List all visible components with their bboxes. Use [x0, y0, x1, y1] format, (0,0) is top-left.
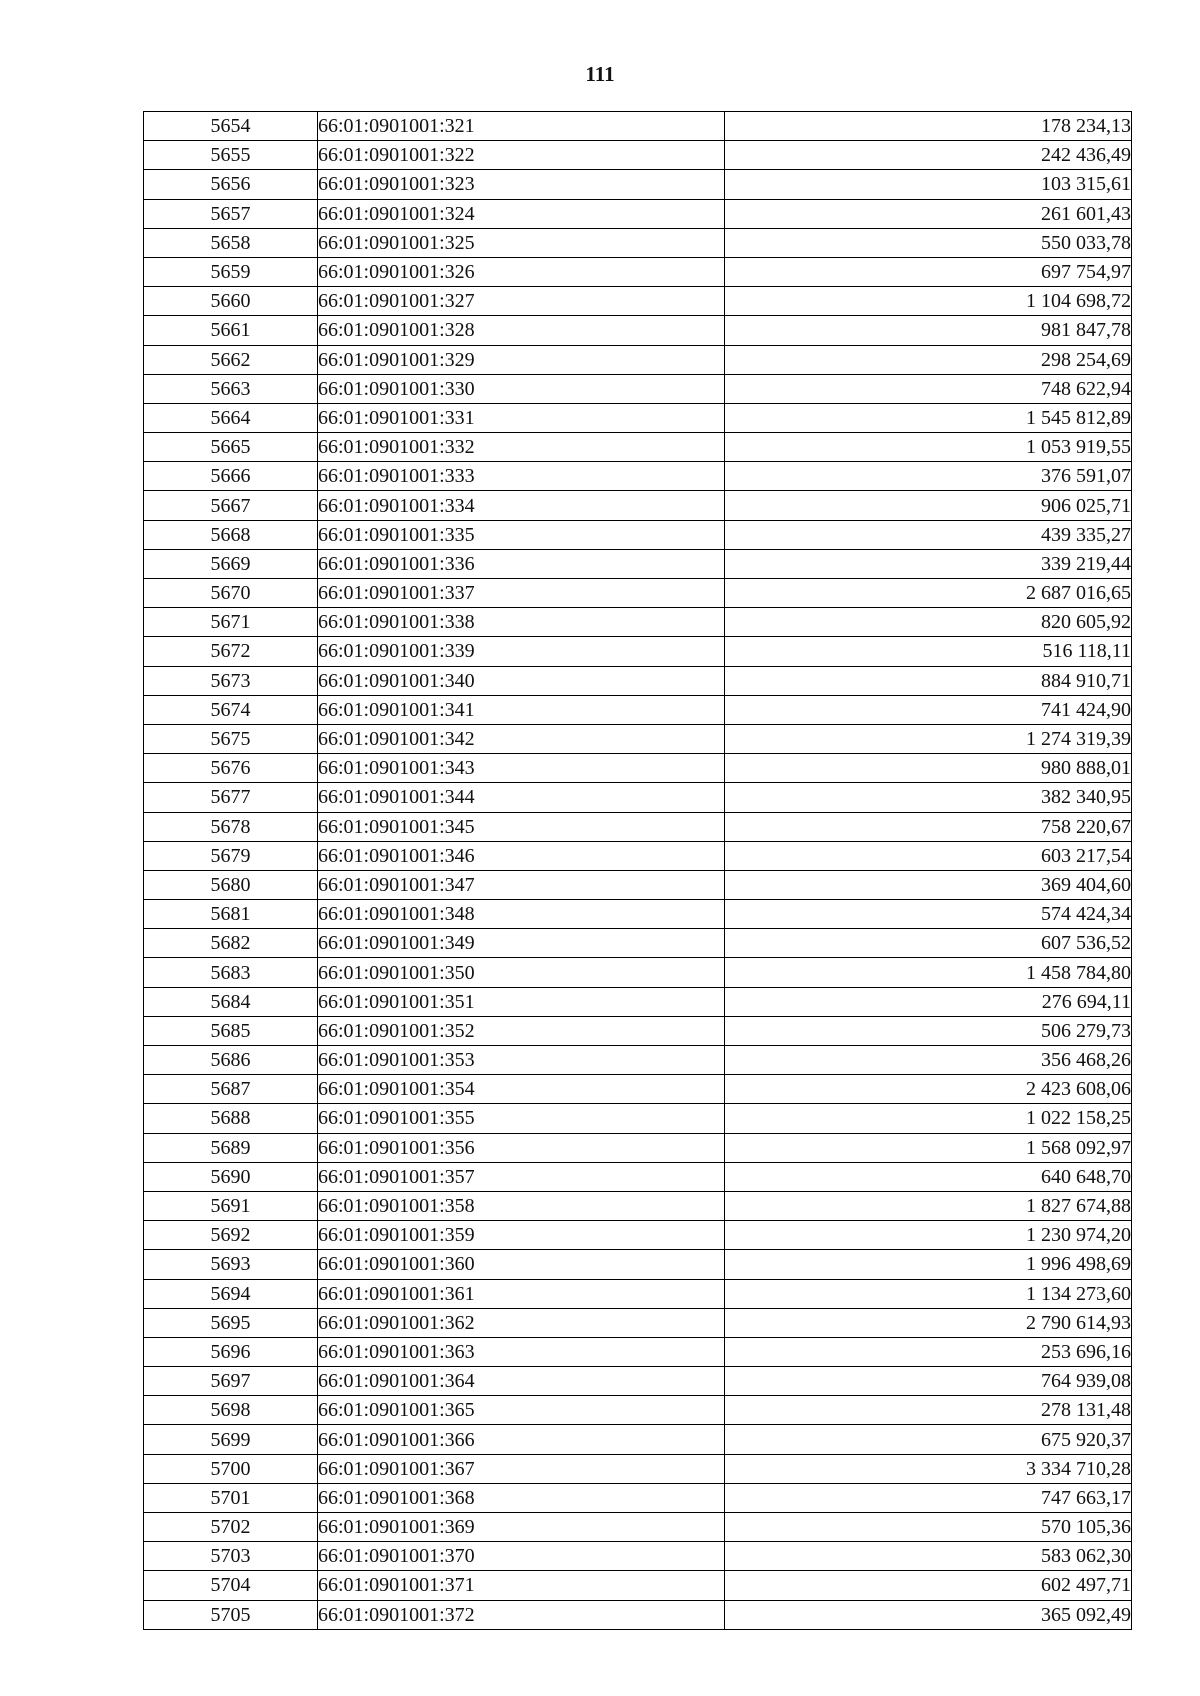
row-number: 5683 — [144, 958, 318, 987]
table-row — [144, 1337, 1132, 1366]
cadastral-value: 748 622,94 — [725, 374, 1132, 403]
cadastral-value: 178 234,13 — [725, 112, 1132, 141]
table-row — [144, 1483, 1132, 1512]
cadastral-number: 66:01:0901001:361 — [318, 1279, 725, 1308]
table-row — [144, 1133, 1132, 1162]
cadastral-number: 66:01:0901001:325 — [318, 228, 725, 257]
row-number: 5671 — [144, 608, 318, 637]
row-number: 5699 — [144, 1425, 318, 1454]
table-row — [144, 900, 1132, 929]
cadastral-value: 583 062,30 — [725, 1542, 1132, 1571]
row-number: 5655 — [144, 141, 318, 170]
table-row — [144, 1016, 1132, 1045]
cadastral-number: 66:01:0901001:367 — [318, 1454, 725, 1483]
cadastral-number: 66:01:0901001:355 — [318, 1104, 725, 1133]
cadastral-number: 66:01:0901001:349 — [318, 929, 725, 958]
cadastral-number: 66:01:0901001:341 — [318, 695, 725, 724]
table-row — [144, 1075, 1132, 1104]
cadastral-number: 66:01:0901001:324 — [318, 199, 725, 228]
row-number: 5696 — [144, 1337, 318, 1366]
cadastral-value: 603 217,54 — [725, 841, 1132, 870]
table-row — [144, 1542, 1132, 1571]
row-number: 5680 — [144, 870, 318, 899]
cadastral-number: 66:01:0901001:330 — [318, 374, 725, 403]
row-number: 5693 — [144, 1250, 318, 1279]
table-row — [144, 666, 1132, 695]
row-number: 5702 — [144, 1513, 318, 1542]
table-row — [144, 112, 1132, 141]
table-row — [144, 199, 1132, 228]
cadastral-value: 516 118,11 — [725, 637, 1132, 666]
table-row — [144, 141, 1132, 170]
cadastral-number: 66:01:0901001:347 — [318, 870, 725, 899]
cadastral-number: 66:01:0901001:345 — [318, 812, 725, 841]
cadastral-number: 66:01:0901001:368 — [318, 1483, 725, 1512]
table-row — [144, 958, 1132, 987]
cadastral-value: 2 687 016,65 — [725, 579, 1132, 608]
table-row — [144, 1046, 1132, 1075]
row-number: 5682 — [144, 929, 318, 958]
cadastral-value: 602 497,71 — [725, 1571, 1132, 1600]
cadastral-value: 253 696,16 — [725, 1337, 1132, 1366]
row-number: 5676 — [144, 754, 318, 783]
cadastral-number: 66:01:0901001:339 — [318, 637, 725, 666]
table-row — [144, 841, 1132, 870]
cadastral-number: 66:01:0901001:370 — [318, 1542, 725, 1571]
row-number: 5675 — [144, 724, 318, 753]
cadastral-value: 2 423 608,06 — [725, 1075, 1132, 1104]
cadastral-number: 66:01:0901001:338 — [318, 608, 725, 637]
table-row — [144, 1513, 1132, 1542]
row-number: 5688 — [144, 1104, 318, 1133]
cadastral-value: 906 025,71 — [725, 491, 1132, 520]
row-number: 5657 — [144, 199, 318, 228]
cadastral-value: 1 022 158,25 — [725, 1104, 1132, 1133]
table-row — [144, 1425, 1132, 1454]
cadastral-value: 607 536,52 — [725, 929, 1132, 958]
cadastral-value: 980 888,01 — [725, 754, 1132, 783]
cadastral-value: 3 334 710,28 — [725, 1454, 1132, 1483]
cadastral-value-table — [143, 111, 1132, 1630]
cadastral-value: 339 219,44 — [725, 549, 1132, 578]
cadastral-value: 1 827 674,88 — [725, 1191, 1132, 1220]
cadastral-number: 66:01:0901001:357 — [318, 1162, 725, 1191]
cadastral-number: 66:01:0901001:326 — [318, 257, 725, 286]
cadastral-value: 1 053 919,55 — [725, 433, 1132, 462]
table-row — [144, 1104, 1132, 1133]
row-number: 5697 — [144, 1367, 318, 1396]
table-row — [144, 608, 1132, 637]
table-row — [144, 1221, 1132, 1250]
cadastral-value: 820 605,92 — [725, 608, 1132, 637]
cadastral-value: 1 545 812,89 — [725, 403, 1132, 432]
table-row — [144, 257, 1132, 286]
cadastral-value: 1 274 319,39 — [725, 724, 1132, 753]
row-number: 5681 — [144, 900, 318, 929]
cadastral-number: 66:01:0901001:348 — [318, 900, 725, 929]
cadastral-number: 66:01:0901001:327 — [318, 287, 725, 316]
row-number: 5660 — [144, 287, 318, 316]
table-row — [144, 170, 1132, 199]
cadastral-number: 66:01:0901001:335 — [318, 520, 725, 549]
row-number: 5691 — [144, 1191, 318, 1220]
cadastral-value: 764 939,08 — [725, 1367, 1132, 1396]
cadastral-value: 376 591,07 — [725, 462, 1132, 491]
table-row — [144, 1279, 1132, 1308]
cadastral-value: 675 920,37 — [725, 1425, 1132, 1454]
cadastral-number: 66:01:0901001:371 — [318, 1571, 725, 1600]
table-row — [144, 1308, 1132, 1337]
cadastral-value: 1 134 273,60 — [725, 1279, 1132, 1308]
row-number: 5703 — [144, 1542, 318, 1571]
cadastral-value: 103 315,61 — [725, 170, 1132, 199]
cadastral-value: 1 104 698,72 — [725, 287, 1132, 316]
cadastral-value: 382 340,95 — [725, 783, 1132, 812]
cadastral-value: 261 601,43 — [725, 199, 1132, 228]
cadastral-number: 66:01:0901001:340 — [318, 666, 725, 695]
cadastral-value: 1 458 784,80 — [725, 958, 1132, 987]
cadastral-value: 747 663,17 — [725, 1483, 1132, 1512]
cadastral-value: 1 996 498,69 — [725, 1250, 1132, 1279]
cadastral-number: 66:01:0901001:331 — [318, 403, 725, 432]
row-number: 5692 — [144, 1221, 318, 1250]
cadastral-number: 66:01:0901001:334 — [318, 491, 725, 520]
cadastral-value: 884 910,71 — [725, 666, 1132, 695]
cadastral-number: 66:01:0901001:321 — [318, 112, 725, 141]
cadastral-number: 66:01:0901001:351 — [318, 987, 725, 1016]
cadastral-number: 66:01:0901001:372 — [318, 1600, 725, 1629]
row-number: 5704 — [144, 1571, 318, 1600]
cadastral-number: 66:01:0901001:356 — [318, 1133, 725, 1162]
table-row — [144, 287, 1132, 316]
table-row — [144, 579, 1132, 608]
row-number: 5656 — [144, 170, 318, 199]
table-row — [144, 1162, 1132, 1191]
cadastral-number: 66:01:0901001:358 — [318, 1191, 725, 1220]
table-row — [144, 228, 1132, 257]
cadastral-value: 741 424,90 — [725, 695, 1132, 724]
table-row — [144, 724, 1132, 753]
table-row — [144, 403, 1132, 432]
row-number: 5677 — [144, 783, 318, 812]
row-number: 5661 — [144, 316, 318, 345]
cadastral-value: 550 033,78 — [725, 228, 1132, 257]
cadastral-value: 242 436,49 — [725, 141, 1132, 170]
table-row — [144, 637, 1132, 666]
row-number: 5659 — [144, 257, 318, 286]
row-number: 5673 — [144, 666, 318, 695]
cadastral-value: 278 131,48 — [725, 1396, 1132, 1425]
cadastral-number: 66:01:0901001:333 — [318, 462, 725, 491]
table-row — [144, 1571, 1132, 1600]
cadastral-number: 66:01:0901001:343 — [318, 754, 725, 783]
cadastral-value: 758 220,67 — [725, 812, 1132, 841]
cadastral-number: 66:01:0901001:336 — [318, 549, 725, 578]
row-number: 5687 — [144, 1075, 318, 1104]
row-number: 5685 — [144, 1016, 318, 1045]
cadastral-number: 66:01:0901001:363 — [318, 1337, 725, 1366]
cadastral-value: 1 230 974,20 — [725, 1221, 1132, 1250]
cadastral-number: 66:01:0901001:323 — [318, 170, 725, 199]
row-number: 5678 — [144, 812, 318, 841]
table-row — [144, 520, 1132, 549]
table-row — [144, 316, 1132, 345]
table-row — [144, 345, 1132, 374]
cadastral-number: 66:01:0901001:369 — [318, 1513, 725, 1542]
row-number: 5690 — [144, 1162, 318, 1191]
cadastral-value: 570 105,36 — [725, 1513, 1132, 1542]
cadastral-number: 66:01:0901001:366 — [318, 1425, 725, 1454]
cadastral-value: 276 694,11 — [725, 987, 1132, 1016]
table-row — [144, 1454, 1132, 1483]
cadastral-number: 66:01:0901001:352 — [318, 1016, 725, 1045]
cadastral-value: 981 847,78 — [725, 316, 1132, 345]
cadastral-number: 66:01:0901001:344 — [318, 783, 725, 812]
row-number: 5664 — [144, 403, 318, 432]
table-row — [144, 754, 1132, 783]
cadastral-value: 298 254,69 — [725, 345, 1132, 374]
cadastral-value: 697 754,97 — [725, 257, 1132, 286]
table-row — [144, 870, 1132, 899]
row-number: 5668 — [144, 520, 318, 549]
cadastral-value: 1 568 092,97 — [725, 1133, 1132, 1162]
cadastral-number: 66:01:0901001:354 — [318, 1075, 725, 1104]
row-number: 5667 — [144, 491, 318, 520]
cadastral-value: 369 404,60 — [725, 870, 1132, 899]
table-row — [144, 695, 1132, 724]
table-row — [144, 491, 1132, 520]
row-number: 5672 — [144, 637, 318, 666]
table-row — [144, 1396, 1132, 1425]
cadastral-number: 66:01:0901001:346 — [318, 841, 725, 870]
table-row — [144, 549, 1132, 578]
cadastral-value: 439 335,27 — [725, 520, 1132, 549]
table-row — [144, 1250, 1132, 1279]
table-row — [144, 929, 1132, 958]
table-row — [144, 783, 1132, 812]
table-row — [144, 1367, 1132, 1396]
row-number: 5689 — [144, 1133, 318, 1162]
table-row — [144, 812, 1132, 841]
cadastral-number: 66:01:0901001:328 — [318, 316, 725, 345]
cadastral-number: 66:01:0901001:322 — [318, 141, 725, 170]
page-number: 111 — [585, 62, 615, 86]
cadastral-number: 66:01:0901001:342 — [318, 724, 725, 753]
row-number: 5662 — [144, 345, 318, 374]
table-row — [144, 1191, 1132, 1220]
row-number: 5694 — [144, 1279, 318, 1308]
row-number: 5686 — [144, 1046, 318, 1075]
table-row — [144, 987, 1132, 1016]
row-number: 5665 — [144, 433, 318, 462]
cadastral-number: 66:01:0901001:365 — [318, 1396, 725, 1425]
row-number: 5700 — [144, 1454, 318, 1483]
cadastral-value: 574 424,34 — [725, 900, 1132, 929]
table-row — [144, 462, 1132, 491]
row-number: 5695 — [144, 1308, 318, 1337]
cadastral-value: 365 092,49 — [725, 1600, 1132, 1629]
table-row — [144, 1600, 1132, 1629]
row-number: 5658 — [144, 228, 318, 257]
cadastral-value: 2 790 614,93 — [725, 1308, 1132, 1337]
cadastral-value: 640 648,70 — [725, 1162, 1132, 1191]
cadastral-number: 66:01:0901001:364 — [318, 1367, 725, 1396]
row-number: 5684 — [144, 987, 318, 1016]
table-body — [144, 112, 1132, 1630]
row-number: 5670 — [144, 579, 318, 608]
cadastral-number: 66:01:0901001:337 — [318, 579, 725, 608]
table-row — [144, 374, 1132, 403]
row-number: 5674 — [144, 695, 318, 724]
row-number: 5666 — [144, 462, 318, 491]
row-number: 5663 — [144, 374, 318, 403]
cadastral-number: 66:01:0901001:353 — [318, 1046, 725, 1075]
row-number: 5701 — [144, 1483, 318, 1512]
row-number: 5679 — [144, 841, 318, 870]
cadastral-number: 66:01:0901001:359 — [318, 1221, 725, 1250]
row-number: 5705 — [144, 1600, 318, 1629]
row-number: 5654 — [144, 112, 318, 141]
cadastral-value: 506 279,73 — [725, 1016, 1132, 1045]
cadastral-number: 66:01:0901001:360 — [318, 1250, 725, 1279]
cadastral-number: 66:01:0901001:329 — [318, 345, 725, 374]
row-number: 5669 — [144, 549, 318, 578]
table-row — [144, 433, 1132, 462]
cadastral-value: 356 468,26 — [725, 1046, 1132, 1075]
cadastral-number: 66:01:0901001:332 — [318, 433, 725, 462]
cadastral-number: 66:01:0901001:362 — [318, 1308, 725, 1337]
cadastral-number: 66:01:0901001:350 — [318, 958, 725, 987]
row-number: 5698 — [144, 1396, 318, 1425]
